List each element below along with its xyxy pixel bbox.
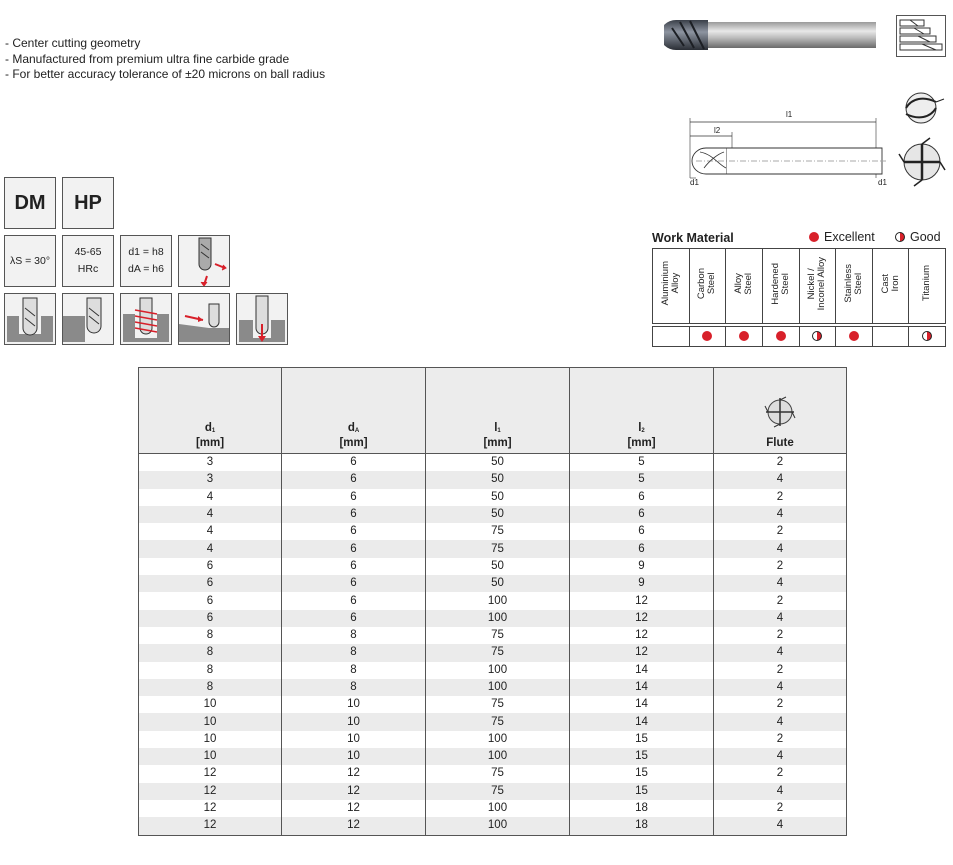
table-cell: 6 xyxy=(282,471,426,488)
slotting-icon xyxy=(5,294,55,344)
table-row xyxy=(139,454,847,472)
material-label: Stainless Steel xyxy=(843,264,865,303)
table-cell: 4 xyxy=(714,713,847,730)
feature-item: - Center cutting geometry xyxy=(5,36,141,50)
table-cell: 8 xyxy=(139,627,282,644)
table-cell: 100 xyxy=(426,610,570,627)
badge-hp xyxy=(62,177,114,229)
table-cell: 2 xyxy=(714,592,847,609)
table-cell: 4 xyxy=(714,540,847,557)
table-cell: 100 xyxy=(426,817,570,835)
legend-excellent xyxy=(809,230,875,244)
table-cell: 6 xyxy=(139,558,282,575)
table-cell: 4 xyxy=(714,644,847,661)
table-row xyxy=(139,558,847,575)
side-milling-application-tile xyxy=(62,293,114,345)
table-cell: 6 xyxy=(282,610,426,627)
table-cell: 100 xyxy=(426,748,570,765)
four-flute-section-icon xyxy=(898,136,946,188)
table-cell: 75 xyxy=(426,765,570,782)
table-cell: 75 xyxy=(426,627,570,644)
table-cell: 5 xyxy=(570,471,714,488)
tolerance-da: dA = h6 xyxy=(128,263,164,275)
table-cell: 8 xyxy=(282,662,426,679)
table-cell: 18 xyxy=(570,817,714,835)
feature-list xyxy=(5,36,325,83)
header-subscript: 1 xyxy=(211,428,216,434)
table-cell: 8 xyxy=(139,662,282,679)
material-rating-cell xyxy=(726,327,763,347)
material-label: Hardened Steel xyxy=(769,262,791,305)
table-cell: 2 xyxy=(714,696,847,713)
material-header xyxy=(653,249,690,324)
table-row xyxy=(139,731,847,748)
badge-dm-label: DM xyxy=(14,191,46,214)
table-cell: 15 xyxy=(570,748,714,765)
header-subscript: A xyxy=(354,428,360,434)
table-row xyxy=(139,523,847,540)
table-cell: 10 xyxy=(282,731,426,748)
table-cell: 2 xyxy=(714,558,847,575)
table-cell: 4 xyxy=(714,783,847,800)
header-symbol: d xyxy=(347,422,355,434)
table-cell: 10 xyxy=(282,713,426,730)
table-cell: 14 xyxy=(570,662,714,679)
table-cell: 12 xyxy=(282,817,426,835)
end-mill-photo xyxy=(664,16,878,54)
slotting-application-tile xyxy=(4,293,56,345)
table-cell: 50 xyxy=(426,506,570,523)
header-unit: [mm] xyxy=(339,437,368,449)
table-cell: 6 xyxy=(570,489,714,506)
table-cell: 12 xyxy=(570,627,714,644)
table-cell: 4 xyxy=(139,506,282,523)
table-cell: 15 xyxy=(570,765,714,782)
table-cell: 100 xyxy=(426,592,570,609)
table-cell: 50 xyxy=(426,489,570,506)
column-header-l1 xyxy=(426,368,570,454)
header-unit: [mm] xyxy=(627,437,656,449)
table-cell: 4 xyxy=(714,748,847,765)
table-row xyxy=(139,575,847,592)
material-label: Cast Iron xyxy=(879,273,901,294)
material-label: Nickel / Inconel Alloy xyxy=(806,256,828,311)
column-header-l2 xyxy=(570,368,714,454)
legend-good-label: Good xyxy=(910,230,941,244)
table-cell: 100 xyxy=(426,731,570,748)
table-cell: 50 xyxy=(426,575,570,592)
material-rating-cell xyxy=(689,327,726,347)
table-row xyxy=(139,540,847,557)
hardness-value: 45-65 xyxy=(74,246,102,258)
material-rating-cell xyxy=(762,327,799,347)
material-header xyxy=(909,249,946,324)
table-cell: 75 xyxy=(426,540,570,557)
header-symbol: d xyxy=(204,422,212,434)
excellent-dot-icon xyxy=(809,232,819,242)
table-row xyxy=(139,662,847,679)
table-row xyxy=(139,713,847,730)
header-symbol: l xyxy=(494,422,498,434)
table-row xyxy=(139,765,847,782)
cutting-direction-icon xyxy=(179,236,229,286)
good-half-dot-icon xyxy=(922,331,932,341)
helical-milling-application-tile xyxy=(120,293,172,345)
table-cell: 50 xyxy=(426,558,570,575)
table-row xyxy=(139,506,847,523)
table-row xyxy=(139,489,847,506)
table-cell: 10 xyxy=(282,696,426,713)
ramping-application-tile xyxy=(178,293,230,345)
feature-item: - For better accuracy tolerance of ±20 microns on ball radius xyxy=(5,67,326,81)
material-header xyxy=(726,249,763,324)
helix-angle-tile xyxy=(4,235,56,287)
table-cell: 75 xyxy=(426,523,570,540)
table-cell: 10 xyxy=(139,748,282,765)
table-cell: 10 xyxy=(139,731,282,748)
table-cell: 4 xyxy=(714,679,847,696)
table-cell: 100 xyxy=(426,679,570,696)
table-cell: 12 xyxy=(282,783,426,800)
table-cell: 4 xyxy=(714,610,847,627)
coating-layers-icon xyxy=(896,15,946,57)
helix-angle-text: λS = 30° xyxy=(9,254,51,267)
table-cell: 8 xyxy=(139,644,282,661)
material-rating-cell xyxy=(653,327,690,347)
table-row xyxy=(139,592,847,609)
table-cell: 15 xyxy=(570,731,714,748)
table-row xyxy=(139,696,847,713)
label-l2: l2 xyxy=(714,126,721,135)
table-cell: 4 xyxy=(139,489,282,506)
material-header xyxy=(872,249,909,324)
table-cell: 2 xyxy=(714,627,847,644)
table-cell: 4 xyxy=(714,575,847,592)
table-cell: 6 xyxy=(282,454,426,472)
table-cell: 12 xyxy=(139,765,282,782)
work-material-grid xyxy=(652,248,946,347)
table-row xyxy=(139,817,847,835)
excellent-dot-icon xyxy=(849,331,859,341)
header-subscript: 2 xyxy=(641,428,645,434)
table-cell: 75 xyxy=(426,783,570,800)
helical-milling-icon xyxy=(121,294,171,344)
table-cell: 2 xyxy=(714,454,847,472)
cutting-direction-tile xyxy=(178,235,230,287)
table-cell: 6 xyxy=(139,575,282,592)
material-rating-cell xyxy=(836,327,873,347)
excellent-dot-icon xyxy=(702,331,712,341)
table-cell: 4 xyxy=(139,540,282,557)
table-cell: 8 xyxy=(282,644,426,661)
table-cell: 10 xyxy=(139,696,282,713)
side-milling-icon xyxy=(63,294,113,344)
table-row xyxy=(139,644,847,661)
good-half-dot-icon xyxy=(895,232,905,242)
flute-cross-section-icon xyxy=(763,395,797,429)
table-cell: 2 xyxy=(714,731,847,748)
table-cell: 75 xyxy=(426,644,570,661)
header-symbol: l xyxy=(638,422,642,434)
table-cell: 3 xyxy=(139,454,282,472)
table-cell: 12 xyxy=(570,644,714,661)
material-label: Alloy Steel xyxy=(733,272,755,295)
table-cell: 10 xyxy=(282,748,426,765)
table-cell: 75 xyxy=(426,696,570,713)
material-label: Carbon Steel xyxy=(696,267,718,300)
table-cell: 2 xyxy=(714,489,847,506)
table-cell: 6 xyxy=(282,506,426,523)
table-row xyxy=(139,783,847,800)
material-label: Titanium xyxy=(921,265,933,302)
table-cell: 6 xyxy=(570,523,714,540)
good-half-dot-icon xyxy=(812,331,822,341)
table-cell: 9 xyxy=(570,575,714,592)
label-d1-left: d1 xyxy=(690,178,699,187)
table-cell: 6 xyxy=(139,592,282,609)
table-cell: 2 xyxy=(714,662,847,679)
legend-good xyxy=(895,230,941,244)
column-header-da xyxy=(282,368,426,454)
label-d1-right: d1 xyxy=(878,178,887,187)
table-cell: 4 xyxy=(714,817,847,835)
table-cell: 6 xyxy=(282,523,426,540)
hardness-unit: HRc xyxy=(77,263,99,275)
column-header-flute xyxy=(714,368,847,454)
table-cell: 12 xyxy=(282,765,426,782)
table-row xyxy=(139,748,847,765)
table-cell: 6 xyxy=(570,506,714,523)
table-cell: 8 xyxy=(282,679,426,696)
table-cell: 100 xyxy=(426,800,570,817)
table-cell: 6 xyxy=(282,489,426,506)
table-cell: 3 xyxy=(139,471,282,488)
technical-drawing xyxy=(686,108,890,190)
table-cell: 10 xyxy=(139,713,282,730)
legend-excellent-label: Excellent xyxy=(824,230,875,244)
table-cell: 6 xyxy=(282,558,426,575)
work-material-title: Work Material xyxy=(652,231,734,245)
table-cell: 8 xyxy=(139,679,282,696)
table-cell: 14 xyxy=(570,679,714,696)
table-cell: 12 xyxy=(570,610,714,627)
material-header xyxy=(689,249,726,324)
material-rating-cell xyxy=(909,327,946,347)
header-subscript: 1 xyxy=(497,428,501,434)
table-cell: 12 xyxy=(139,800,282,817)
table-cell: 12 xyxy=(282,800,426,817)
table-cell: 12 xyxy=(139,783,282,800)
table-cell: 14 xyxy=(570,696,714,713)
table-cell: 6 xyxy=(282,540,426,557)
material-header xyxy=(836,249,873,324)
table-cell: 2 xyxy=(714,765,847,782)
table-cell: 4 xyxy=(139,523,282,540)
table-cell: 2 xyxy=(714,523,847,540)
column-header-d1 xyxy=(139,368,282,454)
dimensions-table xyxy=(138,367,847,836)
table-row xyxy=(139,627,847,644)
table-cell: 5 xyxy=(570,454,714,472)
tolerance-tile xyxy=(120,235,172,287)
table-cell: 12 xyxy=(570,592,714,609)
table-cell: 6 xyxy=(282,575,426,592)
table-cell: 6 xyxy=(570,540,714,557)
ramping-icon xyxy=(179,294,229,344)
plunging-icon xyxy=(237,294,287,344)
table-cell: 50 xyxy=(426,471,570,488)
table-cell: 2 xyxy=(714,800,847,817)
tolerance-d1: d1 = h8 xyxy=(128,246,164,258)
badge-hp-label: HP xyxy=(74,191,102,214)
table-cell: 4 xyxy=(714,506,847,523)
table-row xyxy=(139,471,847,488)
label-l1: l1 xyxy=(786,110,793,119)
feature-item: - Manufactured from premium ultra fine carbide grade xyxy=(5,51,290,66)
material-header xyxy=(799,249,836,324)
table-cell: 75 xyxy=(426,713,570,730)
plunging-application-tile xyxy=(236,293,288,345)
hardness-tile xyxy=(62,235,114,287)
header-unit: [mm] xyxy=(195,437,225,449)
badge-dm xyxy=(4,177,56,229)
table-row xyxy=(139,679,847,696)
table-row xyxy=(139,610,847,627)
table-cell: 9 xyxy=(570,558,714,575)
table-cell: 50 xyxy=(426,454,570,472)
excellent-dot-icon xyxy=(739,331,749,341)
table-cell: 15 xyxy=(570,783,714,800)
material-rating-cell xyxy=(799,327,836,347)
table-cell: 18 xyxy=(570,800,714,817)
header-unit: [mm] xyxy=(483,437,512,449)
two-flute-section-icon xyxy=(900,90,946,126)
header-unit: Flute xyxy=(766,437,794,449)
material-rating-cell xyxy=(872,327,909,347)
table-cell: 6 xyxy=(139,610,282,627)
table-cell: 6 xyxy=(282,592,426,609)
table-cell: 4 xyxy=(714,471,847,488)
table-cell: 12 xyxy=(139,817,282,835)
material-header xyxy=(762,249,799,324)
table-row xyxy=(139,800,847,817)
table-cell: 14 xyxy=(570,713,714,730)
table-cell: 100 xyxy=(426,662,570,679)
material-label: Aluminium Alloy xyxy=(659,261,681,306)
excellent-dot-icon xyxy=(776,331,786,341)
table-cell: 8 xyxy=(282,627,426,644)
